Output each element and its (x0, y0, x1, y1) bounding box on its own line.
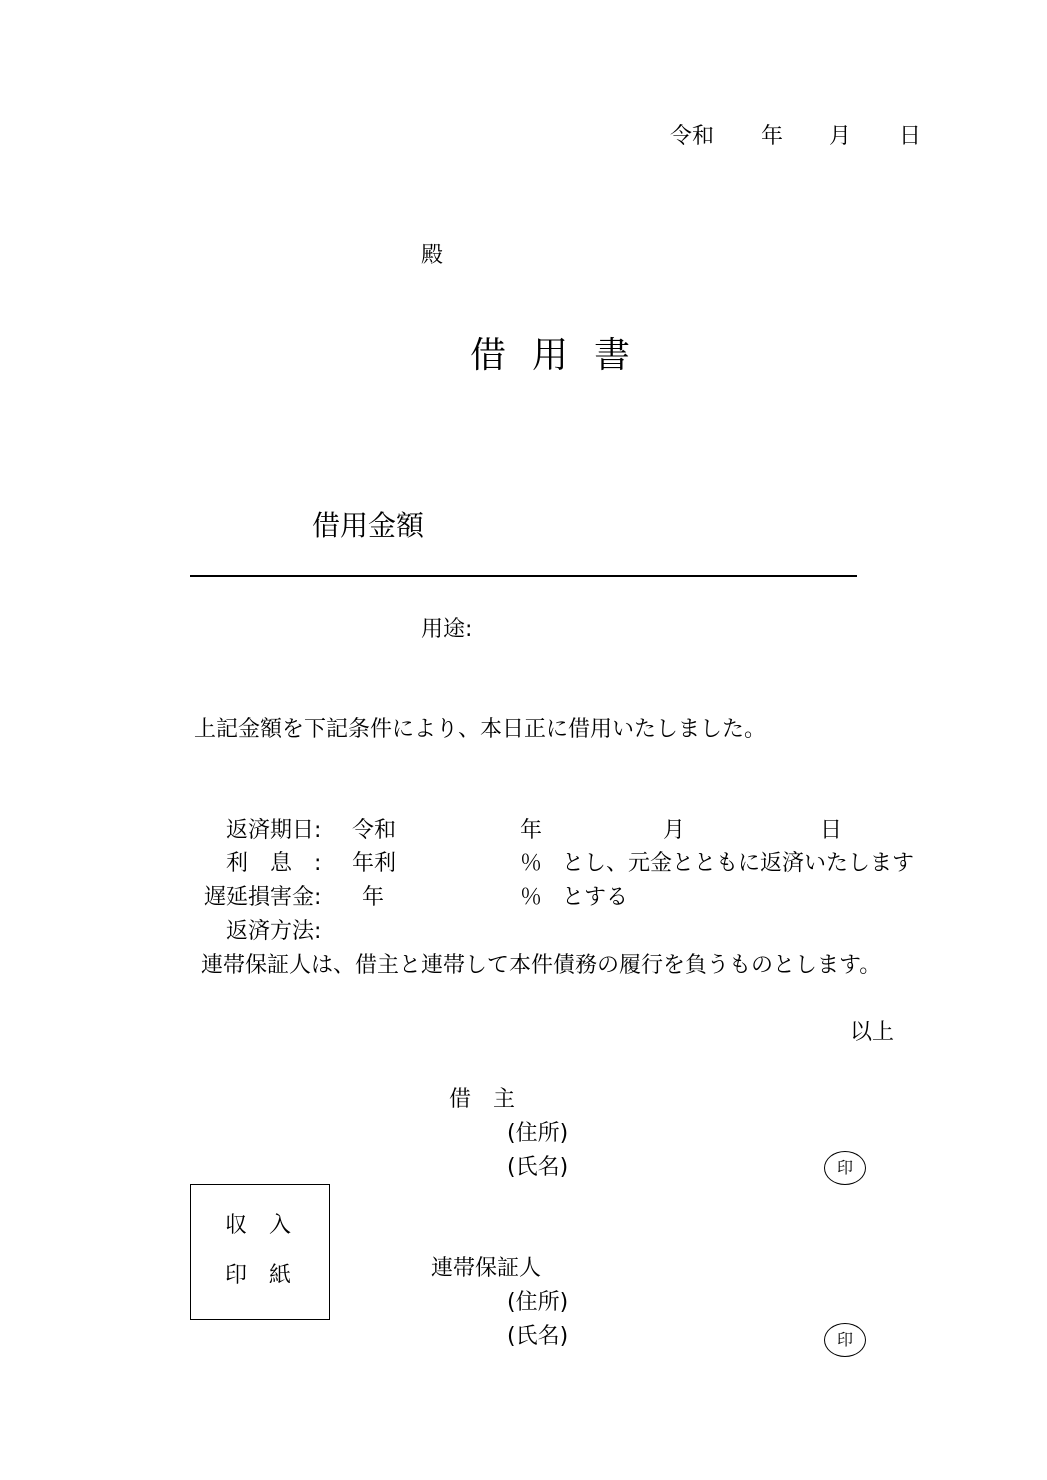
late-damages-label: 遅延損害金: (204, 885, 322, 910)
addressee-honorific: 殿 (421, 243, 444, 268)
repayment-date-day-label: 日 (820, 818, 843, 843)
repayment-date-year-label: 年 (520, 818, 543, 843)
borrowing-statement: 上記金額を下記条件により、本日正に借用いたしました。 (194, 717, 767, 742)
interest-label: 利 息 : (226, 851, 322, 876)
late-damages-clause-text: とする (562, 885, 629, 910)
revenue-stamp-label-line1: 収 入 (225, 1213, 292, 1238)
borrower-seal-mark: 印 (824, 1151, 866, 1185)
interest-clause-text: とし、元金とともに返済いたします (562, 851, 915, 876)
date-year-label: 年 (761, 124, 784, 149)
date-day-label: 日 (899, 124, 922, 149)
purpose-label: 用途: (421, 617, 473, 642)
borrower-heading: 借 主 (449, 1087, 516, 1112)
repayment-date-label: 返済期日: (226, 818, 322, 843)
late-damages-annual-label: 年 (362, 885, 385, 910)
revenue-stamp-label-line2: 印 紙 (225, 1263, 292, 1288)
interest-annual-rate-label: 年利 (352, 851, 397, 876)
guarantee-clause: 連帯保証人は、借主と連帯して本件債務の履行を負うものとします。 (201, 953, 882, 978)
document-title: 借用書 (470, 335, 657, 376)
interest-percent-sign: ％ (520, 851, 543, 876)
loan-amount-label: 借用金額 (312, 509, 425, 542)
guarantor-name-label: (氏名) (507, 1324, 569, 1349)
repayment-method-label: 返済方法: (226, 919, 322, 944)
date-era: 令和 (670, 124, 715, 149)
revenue-stamp-box (190, 1184, 330, 1320)
closing-mark: 以上 (850, 1020, 895, 1045)
late-damages-percent-sign: ％ (520, 885, 543, 910)
date-month-label: 月 (829, 124, 852, 149)
guarantor-heading: 連帯保証人 (431, 1256, 542, 1281)
repayment-date-month-label: 月 (663, 818, 686, 843)
borrower-address-label: (住所) (507, 1121, 569, 1146)
loan-amount-underline (190, 575, 857, 577)
repayment-date-era: 令和 (352, 818, 397, 843)
guarantor-address-label: (住所) (507, 1290, 569, 1315)
guarantor-seal-mark: 印 (824, 1323, 866, 1357)
borrower-name-label: (氏名) (507, 1155, 569, 1180)
